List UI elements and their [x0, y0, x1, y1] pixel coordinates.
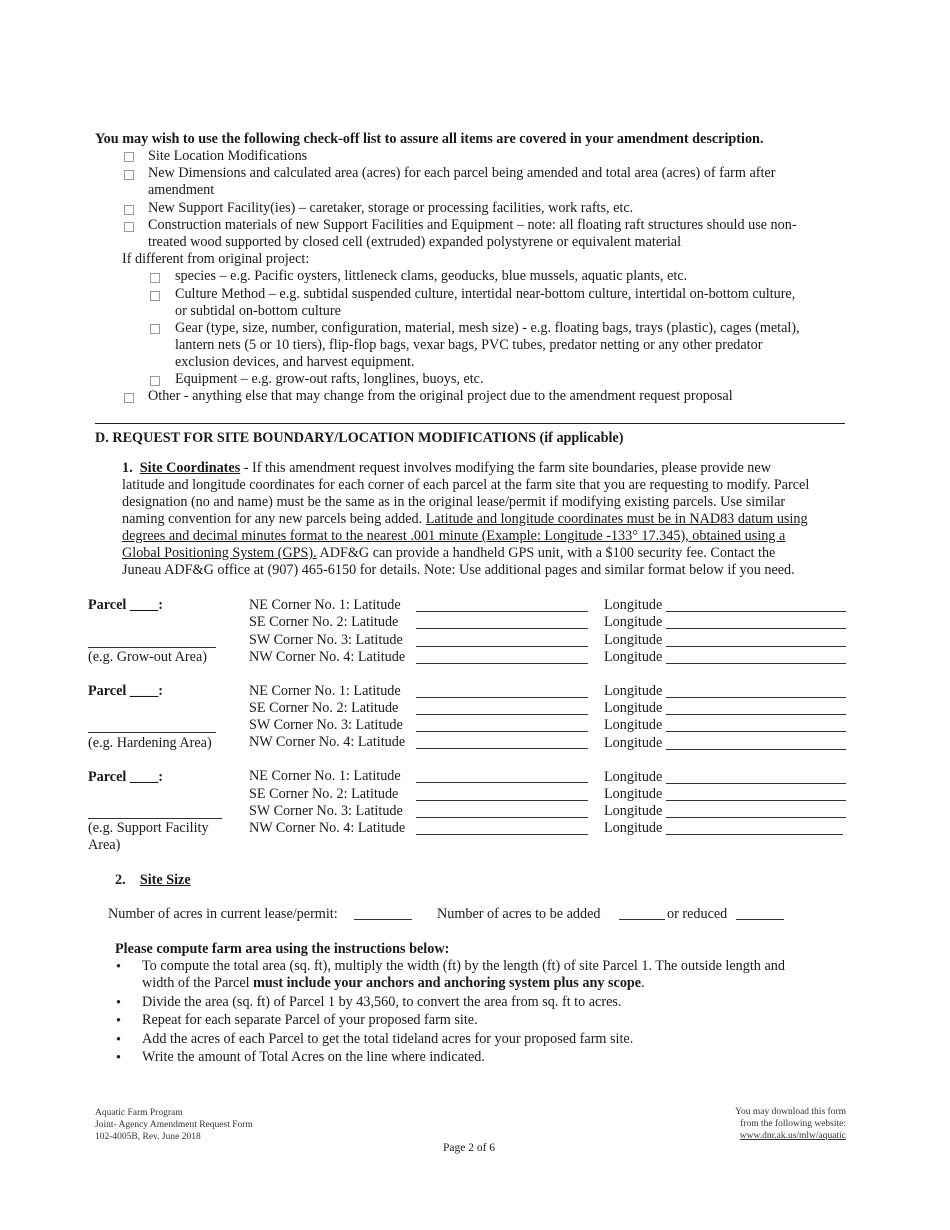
checklist-item[interactable]: [124, 168, 134, 185]
bullet-text: To compute the total area (sq. ft), multiply the width (ft) by the length (ft) of site Parcel 1. The outside length and: [142, 958, 785, 974]
checklist-item[interactable]: [124, 203, 134, 220]
parcel-example: Area): [88, 837, 121, 853]
corner-label: SW Corner No. 3: Latitude: [249, 632, 403, 648]
latitude-field[interactable]: [416, 782, 588, 783]
checkbox[interactable]: [124, 222, 134, 232]
bullet-text: [142, 975, 645, 992]
checklist-item[interactable]: [124, 220, 134, 237]
checklist-label: amendment: [148, 182, 215, 198]
checklist-label: exclusion devices, and harvest equipment.: [175, 354, 415, 370]
checkbox[interactable]: [150, 273, 160, 283]
longitude-label: Longitude: [604, 683, 663, 699]
footer-left: [95, 1107, 253, 1143]
corner-label: SE Corner No. 2: Latitude: [249, 786, 399, 802]
latitude-field[interactable]: [416, 800, 588, 801]
longitude-label: Longitude: [604, 717, 663, 733]
checklist-label: Equipment – e.g. grow-out rafts, longlines, buoys, etc.: [175, 371, 484, 387]
bullet-text: Add the acres of each Parcel to get the total tideland acres for your proposed farm site.: [142, 1031, 634, 1047]
site-coordinates-para-line: [122, 460, 771, 477]
latitude-field[interactable]: [416, 748, 588, 749]
if-different-label: If different from original project:: [122, 251, 310, 267]
checklist-label: New Dimensions and calculated area (acres) for each parcel being amended and total area (acres) of farm after: [148, 165, 776, 181]
longitude-field[interactable]: [666, 731, 846, 732]
checklist-label: New Support Facility(ies) – caretaker, storage or processing facilities, work rafts, etc.: [148, 200, 634, 216]
checkbox[interactable]: [124, 152, 134, 162]
reduced-acres-field[interactable]: [736, 919, 784, 920]
checklist-item[interactable]: [150, 322, 160, 339]
longitude-field[interactable]: [666, 714, 846, 715]
checklist-label: Culture Method – e.g. subtidal suspended culture, intertidal near-bottom culture, intertidal on-bottom culture,: [175, 286, 796, 302]
checkbox[interactable]: [124, 393, 134, 403]
reduced-acres-label: or reduced: [667, 906, 728, 922]
website-link[interactable]: www.dnr.ak.us/mlw/aquatic: [739, 1131, 846, 1141]
added-acres-field[interactable]: [619, 919, 665, 920]
current-acres-label: Number of acres in current lease/permit:: [108, 906, 338, 922]
para-text: - If this amendment request involves modifying the farm site boundaries, please provide new: [240, 460, 771, 476]
bullet-icon: •: [116, 1050, 121, 1066]
checklist-label: Gear (type, size, number, configuration, material, mesh size) - e.g. floating bags, trays (plastic), cages (metal),: [175, 320, 800, 336]
checklist-item[interactable]: [124, 150, 134, 167]
para-line: [122, 545, 775, 562]
latitude-field[interactable]: [416, 611, 588, 612]
page-number: Page 2 of 6: [443, 1142, 496, 1154]
site-size-title: Site Size: [139, 872, 191, 888]
footer-line: 102-4005B, Rev. June 2018: [95, 1132, 201, 1142]
bullet-text-bold: must include your anchors and anchoring system plus any scope: [253, 975, 642, 991]
longitude-field[interactable]: [666, 663, 846, 664]
para-line: designation (no and name) must be the same as in the original lease/permit if modifying existing parcels. Use similar: [122, 494, 786, 510]
para-line: [122, 511, 808, 528]
footer-line: from the following website:: [740, 1119, 846, 1129]
bullet-icon: •: [116, 995, 121, 1011]
checklist-item[interactable]: [150, 271, 160, 288]
longitude-label: Longitude: [604, 769, 663, 785]
corner-label: NE Corner No. 1: Latitude: [249, 768, 401, 784]
checkbox[interactable]: [150, 324, 160, 334]
longitude-field[interactable]: [666, 817, 846, 818]
longitude-label: Longitude: [604, 632, 663, 648]
para-text: naming convention for any new parcels being added.: [122, 511, 426, 527]
section-divider: [95, 423, 845, 424]
checkbox[interactable]: [150, 291, 160, 301]
parcel-name-field[interactable]: [88, 818, 222, 819]
longitude-field[interactable]: [666, 749, 846, 750]
longitude-field[interactable]: [666, 646, 846, 647]
para-underlined: degrees and decimal minutes format to the nearest .001 minute (Example: Longitude -133° 17.345), obtained using a: [122, 528, 786, 544]
parcel-label: Parcel ____:: [88, 683, 163, 699]
para-line: Juneau ADF&G office at (907) 465-6150 for details. Note: Use additional pages and similar format below if you need.: [122, 562, 795, 578]
corner-label: NW Corner No. 4: Latitude: [249, 820, 406, 836]
parcel-label: Parcel ____:: [88, 597, 163, 613]
checklist-label: Site Location Modifications: [148, 148, 308, 164]
latitude-field[interactable]: [416, 817, 588, 818]
bullet-text-part: width of the Parcel: [142, 975, 254, 991]
longitude-field[interactable]: [666, 800, 846, 801]
item-number: 1.: [122, 460, 133, 476]
latitude-field[interactable]: [416, 697, 588, 698]
item-number: 2.: [115, 872, 126, 888]
longitude-field[interactable]: [666, 611, 846, 612]
footer-line: Aquatic Farm Program: [95, 1108, 183, 1118]
checklist-label: Other - anything else that may change from the original project due to the amendment request proposal: [148, 388, 733, 404]
corner-label: NW Corner No. 4: Latitude: [249, 734, 406, 750]
checklist-label: species – e.g. Pacific oysters, littleneck clams, geoducks, blue mussels, aquatic plants, etc.: [175, 268, 688, 284]
checklist-label: treated wood supported by closed cell (extruded) expanded polystyrene or equivalent material: [148, 234, 682, 250]
corner-label: NW Corner No. 4: Latitude: [249, 649, 406, 665]
longitude-label: Longitude: [604, 700, 663, 716]
added-acres-label: Number of acres to be added: [437, 906, 601, 922]
longitude-field[interactable]: [666, 783, 846, 784]
checklist-label: or subtidal on-bottom culture: [175, 303, 341, 319]
corner-label: NE Corner No. 1: Latitude: [249, 597, 401, 613]
current-acres-field[interactable]: [354, 919, 412, 920]
longitude-label: Longitude: [604, 786, 663, 802]
bullet-text-part: .: [641, 975, 645, 991]
longitude-field[interactable]: [666, 628, 846, 629]
corner-label: SE Corner No. 2: Latitude: [249, 614, 399, 630]
footer-line: You may download this form: [735, 1107, 846, 1117]
para-text: ADF&G can provide a handheld GPS unit, with a $100 security fee. Contact the: [316, 545, 776, 561]
checklist-item[interactable]: [150, 289, 160, 306]
footer-right: [735, 1106, 846, 1142]
bullet-text: Repeat for each separate Parcel of your proposed farm site.: [142, 1012, 478, 1028]
longitude-label: Longitude: [604, 735, 663, 751]
checklist-label: lantern nets (5 or 10 tiers), flip-flop bags, vexar bags, PVC tubes, predator netting or any other predator: [175, 337, 763, 353]
parcel-name-field[interactable]: [88, 647, 216, 648]
checkbox[interactable]: [124, 205, 134, 215]
longitude-label: Longitude: [604, 820, 663, 836]
checklist-intro: You may wish to use the following check-off list to assure all items are covered in your amendment description.: [95, 131, 764, 147]
bullet-text: Write the amount of Total Acres on the line where indicated.: [142, 1049, 485, 1065]
parcel-example: (e.g. Hardening Area): [88, 735, 212, 751]
corner-label: SW Corner No. 3: Latitude: [249, 803, 403, 819]
latitude-field[interactable]: [416, 663, 588, 664]
para-line: latitude and longitude coordinates for each corner of each parcel at the farm site that you are requesting to modify. Parcel: [122, 477, 810, 493]
footer-line: Joint- Agency Amendment Request Form: [95, 1120, 253, 1130]
longitude-label: Longitude: [604, 803, 663, 819]
latitude-field[interactable]: [416, 646, 588, 647]
parcel-name-field[interactable]: [88, 732, 216, 733]
longitude-label: Longitude: [604, 649, 663, 665]
parcel-example: (e.g. Support Facility: [88, 820, 209, 836]
bullet-icon: •: [116, 1032, 121, 1048]
corner-label: NE Corner No. 1: Latitude: [249, 683, 401, 699]
longitude-field[interactable]: [666, 697, 846, 698]
latitude-field[interactable]: [416, 731, 588, 732]
bullet-text: Divide the area (sq. ft) of Parcel 1 by 43,560, to convert the area from sq. ft to acres.: [142, 994, 622, 1010]
compute-heading: Please compute farm area using the instructions below:: [115, 941, 450, 957]
corner-label: SW Corner No. 3: Latitude: [249, 717, 403, 733]
longitude-label: Longitude: [604, 614, 663, 630]
checkbox[interactable]: [150, 376, 160, 386]
latitude-field[interactable]: [416, 628, 588, 629]
latitude-field[interactable]: [416, 834, 588, 835]
longitude-field[interactable]: [666, 834, 843, 835]
para-underlined: Global Positioning System (GPS).: [122, 545, 317, 561]
site-coordinates-title: Site Coordinates: [139, 460, 241, 476]
bullet-icon: •: [116, 959, 121, 975]
longitude-label: Longitude: [604, 597, 663, 613]
checkbox[interactable]: [124, 170, 134, 180]
section-d-title: D. REQUEST FOR SITE BOUNDARY/LOCATION MODIFICATIONS (if applicable): [95, 430, 624, 446]
parcel-label: Parcel ____:: [88, 769, 163, 785]
bullet-icon: •: [116, 1013, 121, 1029]
checklist-label: Construction materials of new Support Facilities and Equipment – note: all floating raft structures should use non-: [148, 217, 797, 233]
site-size-heading: [115, 872, 191, 889]
latitude-field[interactable]: [416, 714, 588, 715]
corner-label: SE Corner No. 2: Latitude: [249, 700, 399, 716]
checklist-item[interactable]: [124, 391, 134, 408]
para-underlined: Latitude and longitude coordinates must be in NAD83 datum using: [425, 511, 808, 527]
parcel-example: (e.g. Grow-out Area): [88, 649, 207, 665]
